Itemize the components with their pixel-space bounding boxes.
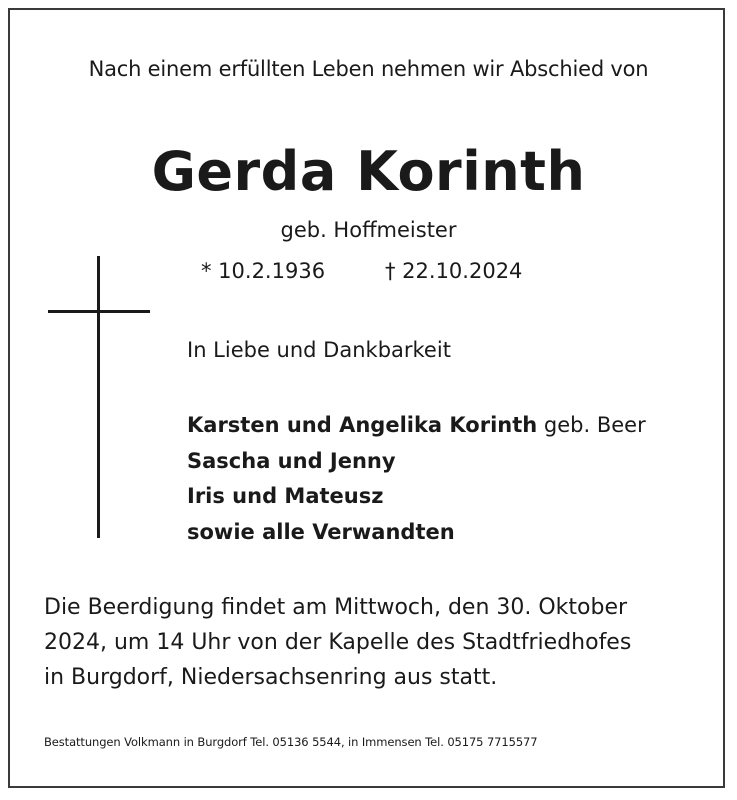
cross-icon-bar xyxy=(48,310,150,313)
death-date: † 22.10.2024 xyxy=(385,259,523,283)
funeral-line: in Burgdorf, Niedersachsenring aus statt. xyxy=(44,665,498,690)
undertaker-footer: Bestattungen Volkmann in Burgdorf Tel. 05136 5544, in Immensen Tel. 05175 7715577 xyxy=(44,735,538,749)
funeral-line: Die Beerdigung findet am Mittwoch, den 30. Oktober xyxy=(44,595,628,620)
cross-icon xyxy=(97,256,100,538)
intro-text: Nach einem erfüllten Leben nehmen wir Abschied von xyxy=(88,57,649,81)
mourner-line: Karsten und Angelika Korinth geb. Beer xyxy=(187,413,646,437)
funeral-info xyxy=(44,590,704,695)
funeral-line: 2024, um 14 Uhr von der Kapelle des Stadtfriedhofes xyxy=(44,630,632,655)
mourners-list xyxy=(187,408,646,550)
mourner-line: Sascha und Jenny xyxy=(187,448,396,473)
mourner-line: sowie alle Verwandten xyxy=(187,519,455,544)
love-line: In Liebe und Dankbarkeit xyxy=(187,338,451,362)
maiden-name: geb. Hoffmeister xyxy=(280,218,457,242)
mourner-line: Iris und Mateusz xyxy=(187,484,384,508)
birth-date: * 10.2.1936 xyxy=(201,259,326,283)
deceased-name: Gerda Korinth xyxy=(151,140,586,203)
